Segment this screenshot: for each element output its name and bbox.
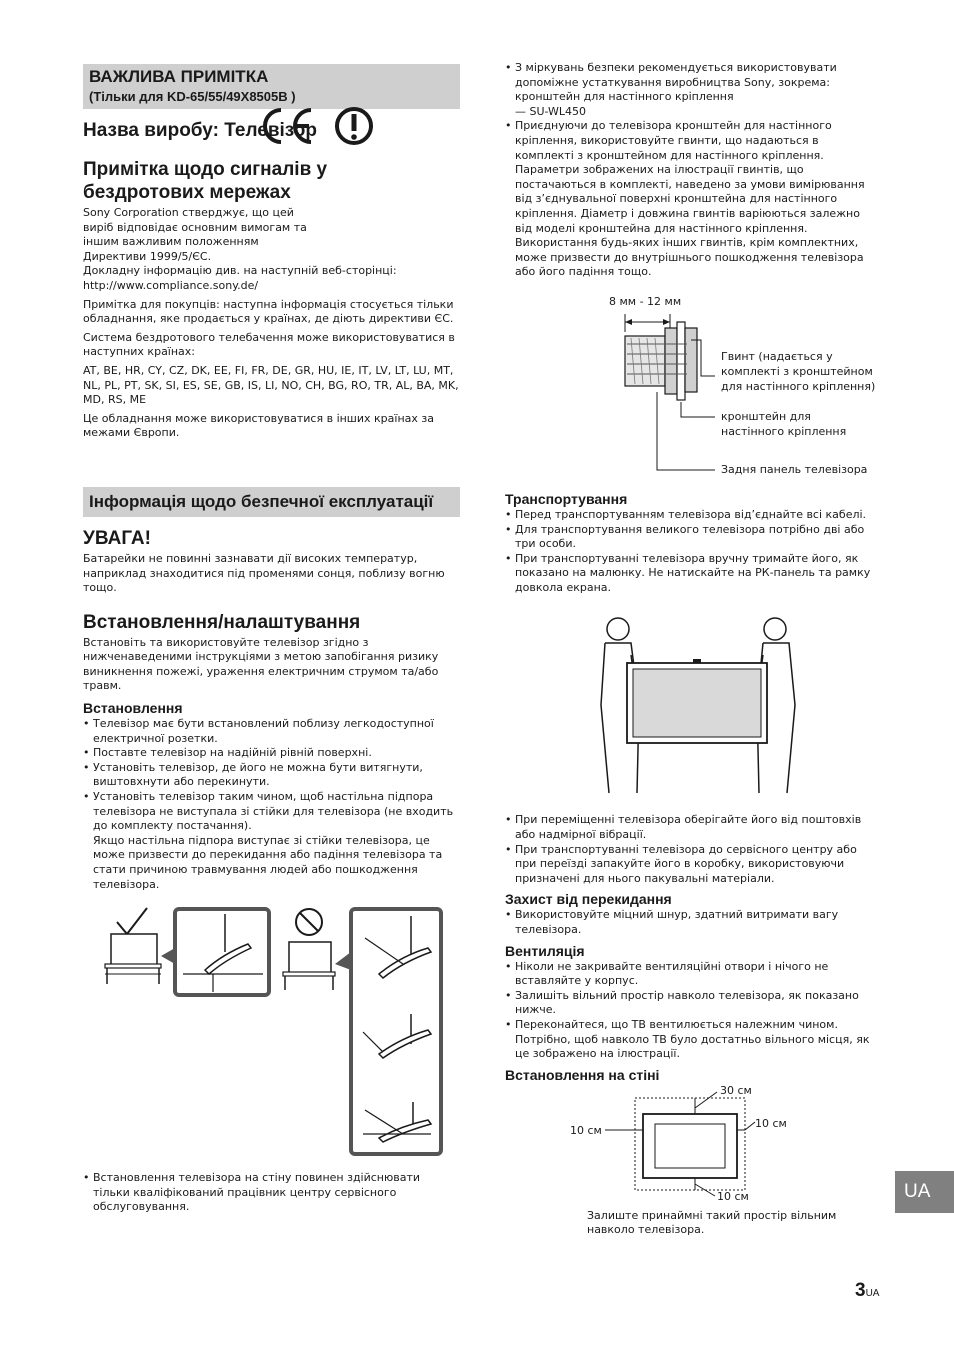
left-column — [83, 64, 460, 1215]
list-item: • При транспортуванні телевізора до сервісного центру або при переїзді запакуйте його в коробку, використовуючи призначені для нього пакувальні матеріали. — [505, 843, 880, 887]
list-item-continuation: Якщо настільна підпора виступає зі стійки телевізора, це може призвести до перекидання або падіння телевізора та стати причиною травмування людей або пошкодження телевізора. — [93, 833, 443, 891]
correct-detail-frame — [175, 909, 269, 995]
page-number-value: 3 — [855, 1280, 866, 1301]
list-item: • Поставте телевізор на надійній рівній поверхні. — [83, 746, 460, 761]
page-number-suffix: UA — [865, 1288, 880, 1299]
list-item: • Переконайтеся, що ТВ вентилюється належним чином. Потрібно, щоб навколо ТВ було достатньо вільного місця, як це зображено на ілюстрації. — [505, 1018, 880, 1062]
screw-diagram — [505, 292, 880, 477]
clearance-top-label: 30 см — [720, 1083, 752, 1097]
wireless-paragraph-4: Система бездротового телебачення може використовуватися в наступних країнах: — [83, 330, 455, 359]
tip-prevention-list — [505, 908, 880, 937]
ce-mark-icon — [265, 110, 311, 142]
screw-label-line3: для настінного кріплення) — [721, 379, 876, 393]
tv-stand-illustration — [83, 904, 460, 1159]
setup-heading: Встановлення/налаштування — [83, 611, 361, 633]
wall-install-heading: Встановлення на стіні — [505, 1066, 660, 1083]
ventilation-list — [505, 960, 880, 1062]
list-item: • Телевізор має бути встановлений поблизу легкодоступної електричної розетки. — [83, 717, 460, 746]
list-item: • Встановлення телевізора на стіну повинен здійснювати тільки кваліфікований працівник центру сервісного обслуговування. — [83, 1171, 460, 1215]
bracket-label-line1: кронштейн для — [721, 409, 811, 423]
list-item — [505, 61, 880, 119]
tv-screen — [633, 669, 761, 737]
clearance-left-label: 10 см — [570, 1123, 602, 1137]
list-item: • Перед транспортуванням телевізора від’єднайте всі кабелі. — [505, 508, 880, 523]
right-column — [505, 61, 880, 1238]
wireless-paragraph-1: Sony Corporation стверджує, що цей виріб відповідає основним вимогам та іншим важливим положенням Директиви 1999/5/ЄС. — [83, 206, 307, 263]
dimension-arrow — [625, 314, 670, 332]
list-item: • Ніколи не закривайте вентиляційні отвори і нічого не вставляйте у корпус. — [505, 960, 880, 989]
transport-list — [505, 508, 880, 596]
list-item: • При переміщенні телевізора оберігайте його від поштовхів або надмірної вібрації. — [505, 813, 880, 842]
safety-banner-title: Інформація щодо безпечної експлуатації — [89, 491, 434, 511]
list-item: • Залишіть вільний простір навколо телевізора, як показано нижче. — [505, 989, 880, 1018]
list-item: • Приєднуючи до телевізора кронштейн для настінного кріплення, використовуйте гвинти, що надаються в комплекті з кронштейном для настінного кріплення. Параметри зображених на ілюстрації гвинтів, що постачаються в комплекті, наведено за умови вимірювання від з’єднувальної поверхні кронштейна для настінного кріплення. Діаметр і довжина гвинтів варіюються залежно від моделі кронштейна для настінного кріплення. Використання будь-яких інших гвинтів, крім комплектних, може призвести до внутрішнього пошкодження телевізора або його падіння тощо. — [505, 119, 880, 280]
transport-list-2 — [505, 813, 880, 886]
list-item — [83, 790, 460, 892]
prohibited-icon — [296, 909, 322, 935]
important-note-banner — [83, 64, 460, 109]
wireless-paragraph-6: Це обладнання може використовуватися в інших країнах за межами Європи. — [83, 411, 434, 440]
alert-mark-icon — [337, 109, 371, 143]
ventilation-heading: Вентиляція — [505, 942, 585, 959]
safety-banner — [83, 487, 460, 517]
clearance-caption: Залиште принаймні такий простір вільним навколо телевізора. — [587, 1208, 837, 1237]
wall-install-list — [83, 1171, 460, 1215]
important-note-subtitle: (Тільки для KD-65/55/49X8505B ) — [89, 89, 296, 104]
wireless-heading-line1: Примітка щодо сигналів у — [83, 159, 328, 180]
screw-label-line1: Гвинт (надається у — [721, 349, 833, 363]
wireless-paragraph-2: Докладну інформацію див. на наступній веб-сторінці: http://www.compliance.sony.de/ — [83, 264, 397, 292]
tip-prevention-heading: Захист від перекидання — [505, 891, 672, 908]
correct-tv-figure — [105, 934, 161, 984]
transport-heading: Транспортування — [505, 490, 628, 507]
important-note-title: ВАЖЛИВА ПРИМІТКА — [89, 67, 269, 86]
screw-figure — [625, 322, 697, 400]
clearance-bottom-label: 10 см — [717, 1189, 749, 1203]
check-icon — [117, 908, 147, 934]
wireless-heading — [83, 158, 460, 204]
screw-dimension-label: 8 мм - 12 мм — [609, 294, 682, 308]
bracket-label-line2: настінного кріплення — [721, 424, 847, 438]
list-item: • При транспортуванні телевізора вручну тримайте його, як показано на малюнку. Не натискайте на РК-панель та рамку довкола екрана. — [505, 552, 880, 596]
list-item-text: З міркувань безпеки рекомендується використовувати допоміжне устаткування виробництва Sony, зокрема: кронштейн для настінного кріплення — [515, 61, 837, 104]
warning-text: Батарейки не повинні зазнавати дії високих температур, наприклад знаходитися під променями сонця, поблизу вогню тощо. — [83, 551, 445, 595]
list-item: • Установіть телевізор, де його не можна бути витягнути, виштовхнути або перекинути. — [83, 761, 460, 790]
language-tab: UA — [895, 1171, 954, 1213]
screw-label-line2: комплекті з кронштейном — [721, 364, 873, 378]
incorrect-tv-figure — [283, 942, 335, 990]
install-list — [83, 717, 460, 892]
compliance-logos — [256, 104, 376, 148]
wall-mount-list — [505, 61, 880, 280]
country-list: AT, BE, HR, CY, CZ, DK, EE, FI, FR, DE, GR, HU, IE, IT, LV, LT, LU, MT, NL, PL, PT, SK, SI, ES, SE, GB, IS, LI, NO, CH, BG, RO, TR, AL, BA, MK, MD, RS, ME — [83, 363, 459, 407]
wireless-paragraph-3: Примітка для покупців: наступна інформація стосується тільки обладнання, яке продається у країнах, де діють директиви ЄС. — [83, 297, 454, 326]
wall-mount-model: — SU-WL450 — [515, 104, 587, 118]
carrying-tv-illustration — [505, 615, 880, 795]
list-item-text: Установіть телевізор таким чином, щоб настільна підпора телевізора не виступала зі стійки для телевізора (не входить до комплекту постачання). — [93, 790, 454, 833]
clearance-diagram — [505, 1084, 880, 1209]
clearance-right-label: 10 см — [755, 1116, 787, 1130]
setup-intro: Встановіть та використовуйте телевізор згідно з нижченаведеними інструкціями з метою запобігання ризику виникнення пожежі, ураження електричним струмом та/або травм. — [83, 635, 439, 693]
rear-panel-label: Задня панель телевізора — [721, 462, 868, 476]
product-name-heading: Назва виробу: Телевізор — [83, 120, 317, 141]
warning-heading: УВАГА! — [83, 527, 151, 549]
wireless-heading-line2: бездротових мережах — [83, 182, 291, 203]
tv-screen-outline — [655, 1124, 725, 1168]
install-heading: Встановлення — [83, 700, 183, 717]
list-item: • Використовуйте міцний шнур, здатний витримати вагу телевізора. — [505, 908, 880, 937]
page-number — [855, 1280, 879, 1302]
list-item: • Для транспортування великого телевізора потрібно дві або три особи. — [505, 523, 880, 552]
